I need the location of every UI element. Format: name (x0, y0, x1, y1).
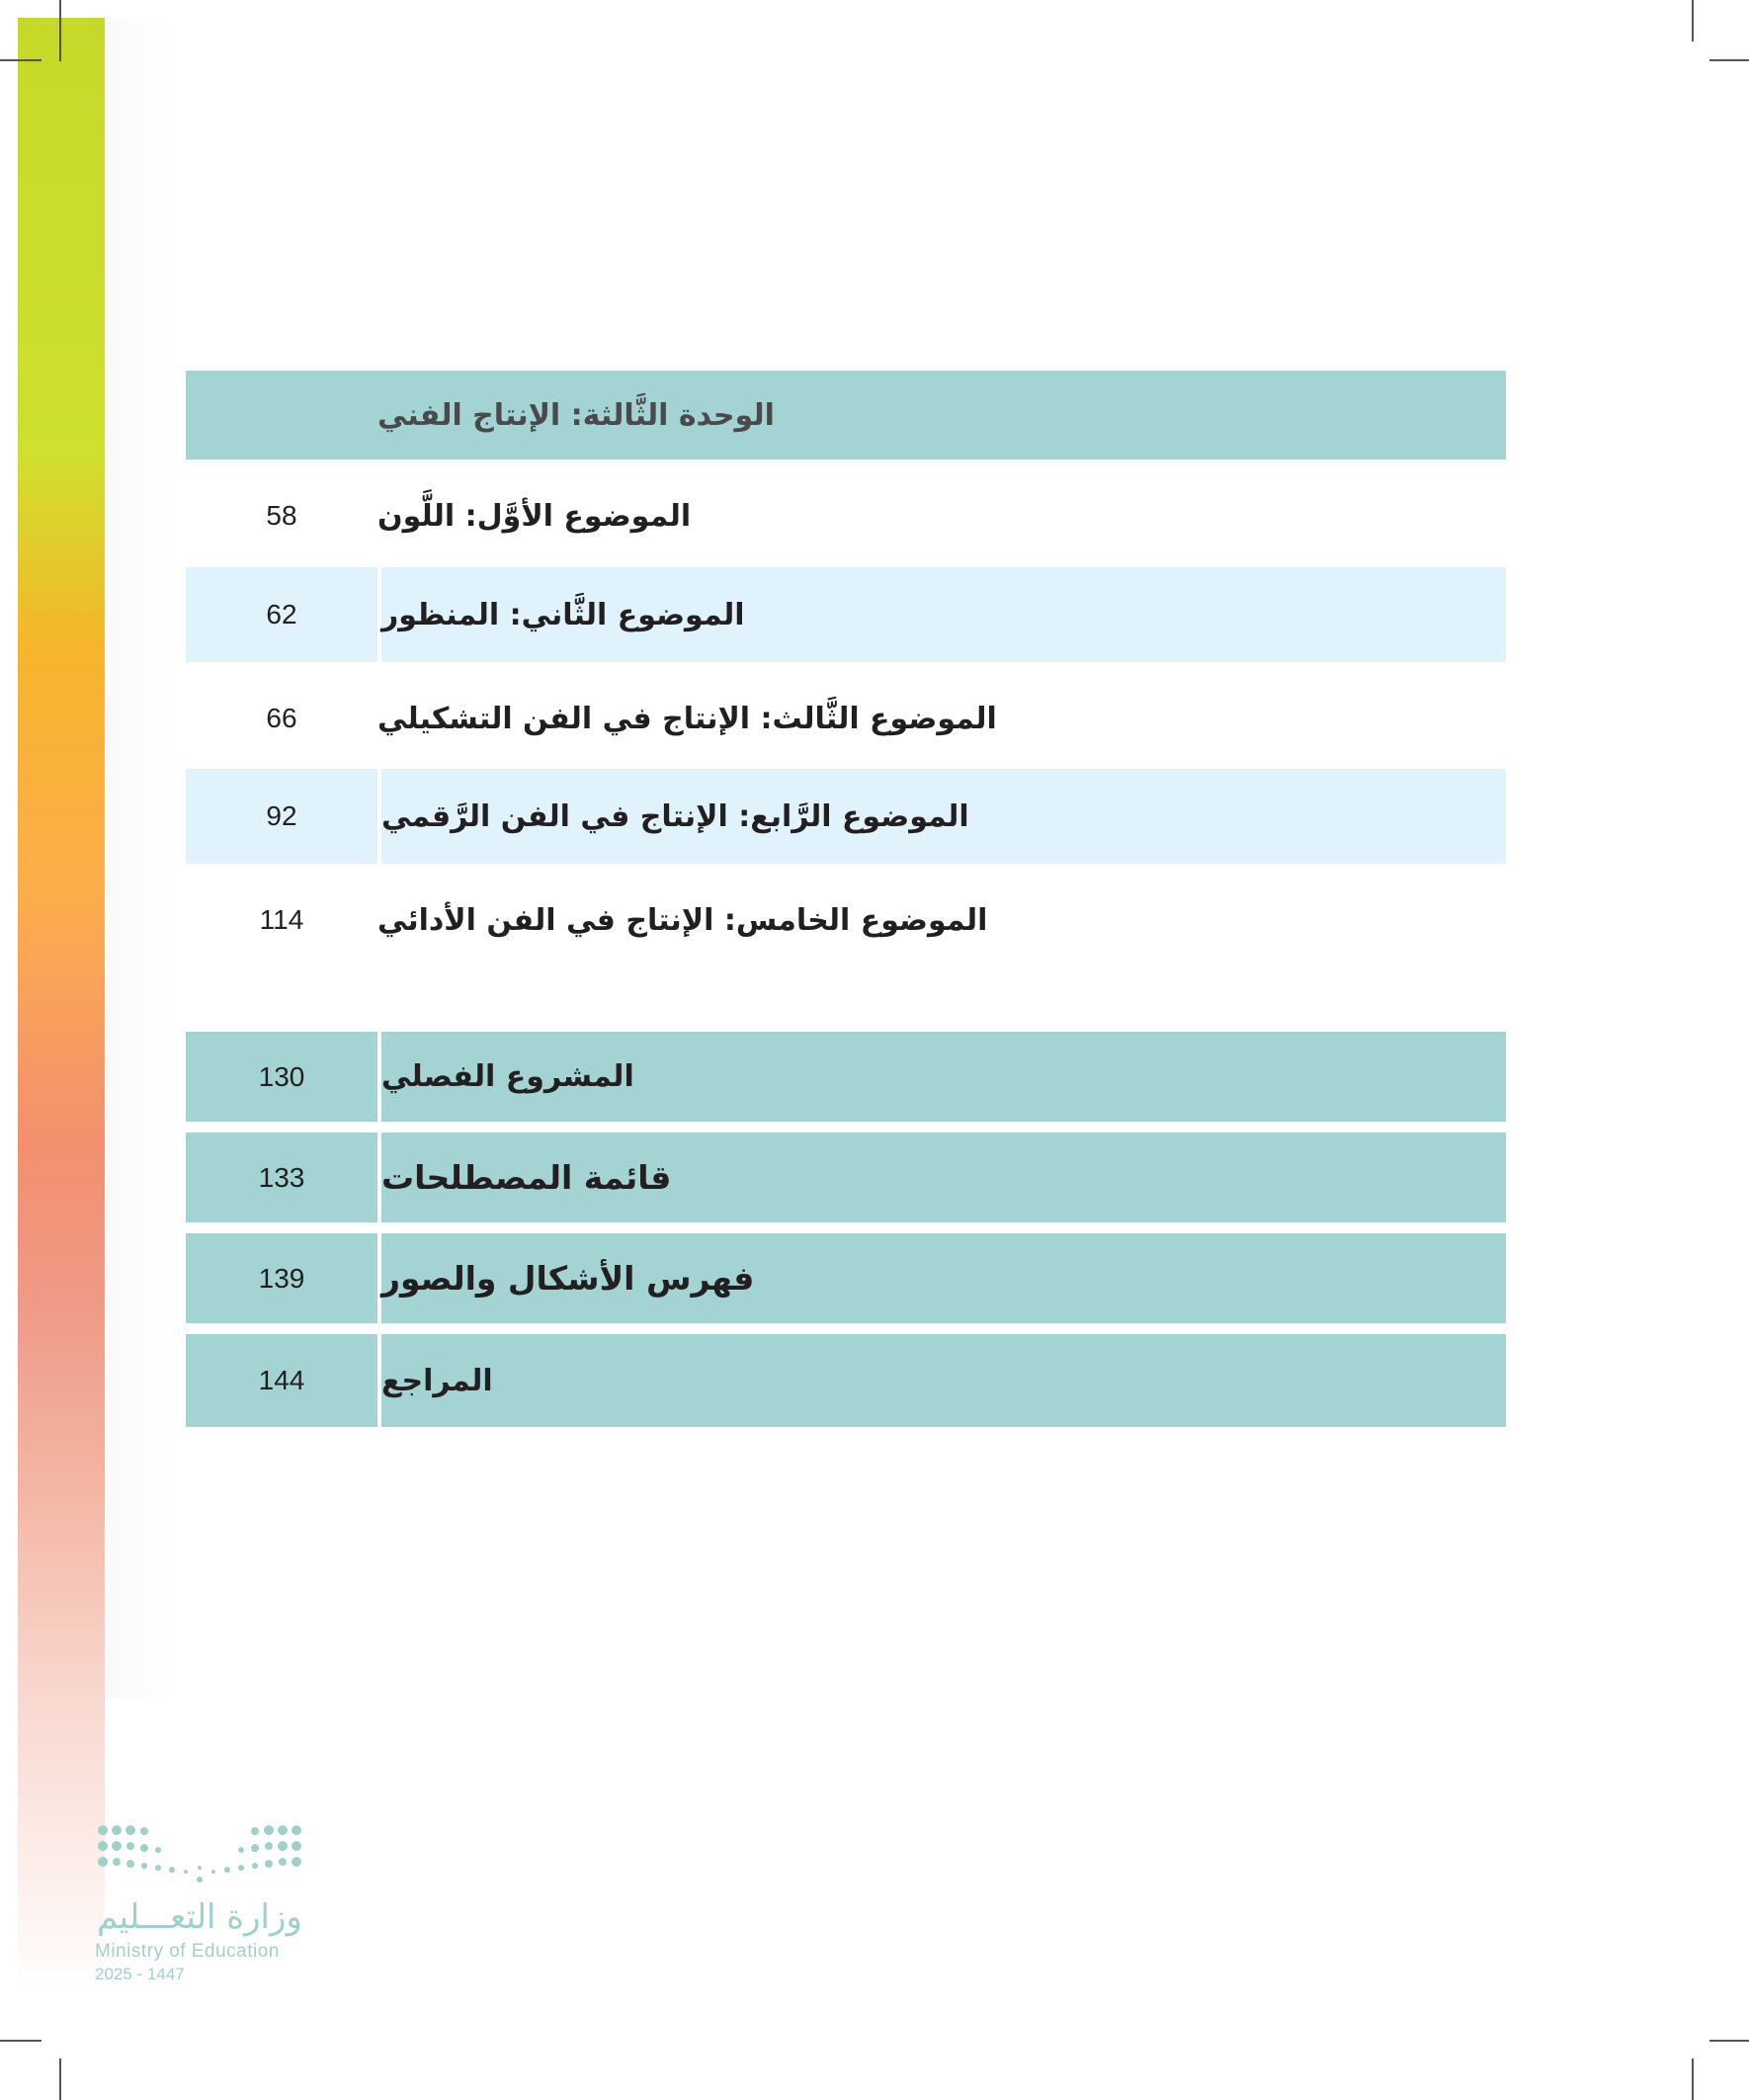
edition-year: 2025 - 1447 (95, 1965, 185, 1983)
toc-page-number: 133 (258, 1161, 305, 1193)
toc-section-row[interactable] (186, 1334, 1506, 1427)
decorative-gradient-strip (18, 18, 105, 1994)
crop-mark (0, 2040, 42, 2042)
crop-mark (59, 0, 61, 61)
toc-page-number: 130 (258, 1060, 305, 1092)
toc-section-row[interactable] (186, 1133, 1506, 1222)
toc-entry-title: الموضوع الأوَّل: اللَّون (377, 498, 692, 534)
toc-section-title: المراجع (377, 1334, 1506, 1427)
decorative-strip-shadow (105, 18, 174, 1698)
toc-page-number: 92 (266, 800, 297, 831)
ministry-logo (95, 1822, 322, 1984)
toc-row[interactable] (186, 769, 1506, 864)
crop-mark (1709, 2040, 1749, 2042)
toc-row[interactable] (186, 472, 1506, 559)
toc-page-number: 144 (258, 1365, 305, 1395)
toc-section-title: فهرس الأشكال والصور (377, 1233, 1506, 1323)
unit-header (186, 371, 1506, 460)
crop-mark (1692, 0, 1694, 42)
crop-mark (0, 59, 42, 61)
toc-section-row[interactable] (186, 1032, 1506, 1122)
toc-section-title: قائمة المصطلحات (377, 1133, 1506, 1222)
crop-mark (1709, 59, 1749, 61)
toc-entry-title: الموضوع الخامس: الإنتاج في الفن الأدائي (377, 902, 988, 938)
ministry-name-arabic: وزارة التعـــليم (97, 1897, 302, 1937)
toc-section-row[interactable] (186, 1233, 1506, 1323)
toc-page-number: 66 (266, 703, 297, 733)
unit-header-page (186, 371, 377, 460)
crop-mark (1692, 2058, 1694, 2100)
ministry-dots-emblem-icon (95, 1822, 306, 1891)
toc-entry-title: الموضوع الثَّاني: المنظور (377, 567, 1506, 662)
toc-entry-title: الموضوع الثَّالث: الإنتاج في الفن التشكيلي (377, 701, 997, 736)
toc-entry-title: الموضوع الرَّابع: الإنتاج في الفن الرَّقمي (377, 769, 1506, 864)
ministry-name-english: Ministry of Education (95, 1941, 280, 1962)
toc-page-number: 114 (259, 904, 304, 935)
toc-page-number: 58 (266, 500, 297, 531)
toc-row[interactable] (186, 567, 1506, 662)
unit-header-title: الوحدة الثَّالثة: الإنتاج الفني (377, 397, 775, 433)
toc-row[interactable] (186, 874, 1506, 966)
crop-mark (59, 2058, 61, 2100)
toc-page-number: 62 (266, 599, 297, 630)
toc-row[interactable] (186, 674, 1506, 763)
toc-page-number: 139 (258, 1262, 305, 1294)
toc-section-title: المشروع الفصلي (377, 1032, 1506, 1122)
